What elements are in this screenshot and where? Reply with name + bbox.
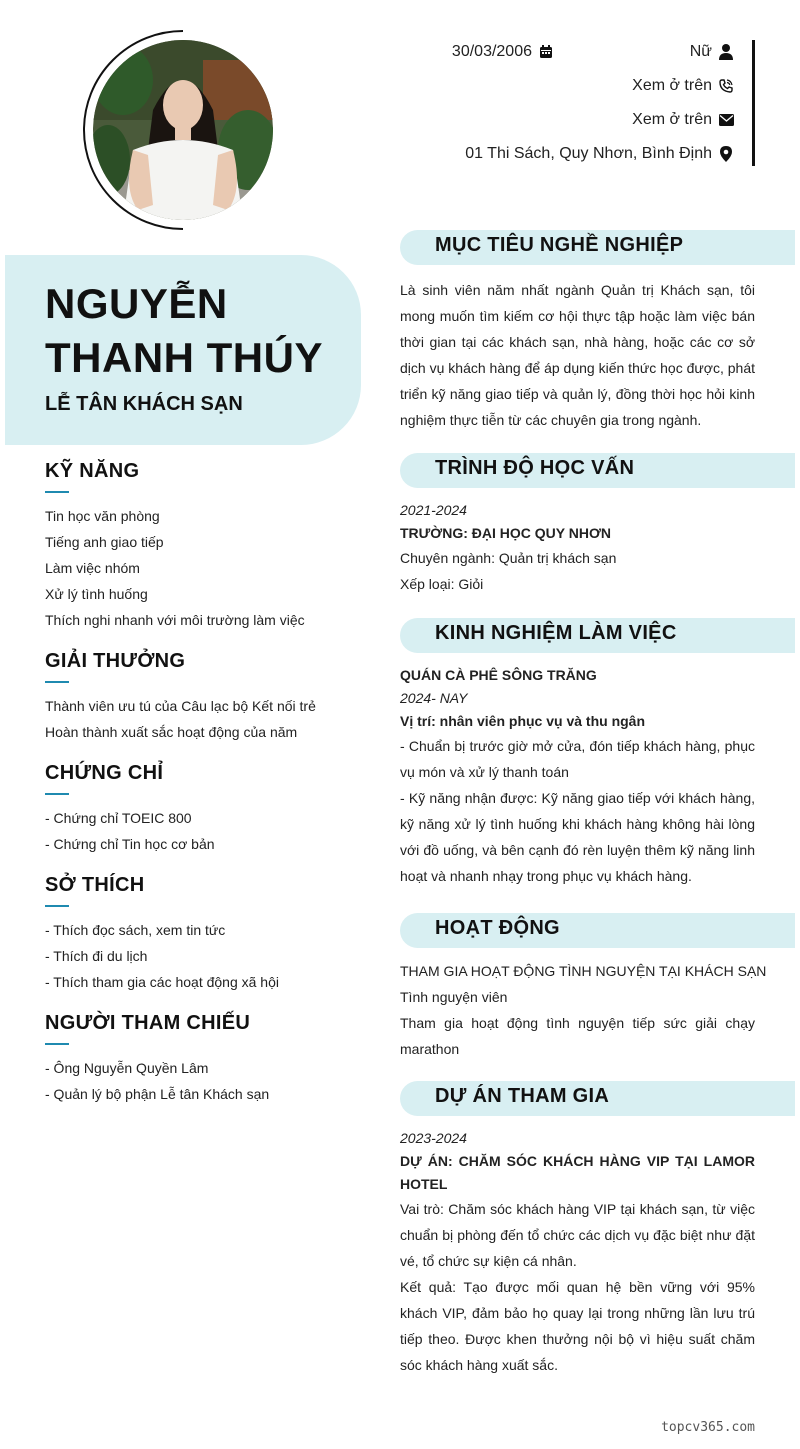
section-underline xyxy=(45,905,69,907)
projects-body xyxy=(400,1127,755,1378)
activity-desc: Tham gia hoạt động tình nguyện tiếp sức giải chạy marathon xyxy=(400,1015,755,1057)
certificates-heading: CHỨNG CHỈ xyxy=(45,762,164,784)
experience-skills: - Kỹ năng nhận được: Kỹ năng giao tiếp với khách hàng, kỹ năng xử lý tình huống khi khách hàng không hài lòng với đồ uống, và bên cạnh đó rèn luyện thêm kỹ năng linh hoạt và nhanh nhạy trong phục vụ khách hàng. xyxy=(400,790,755,884)
mail-icon xyxy=(718,112,734,128)
projects-header xyxy=(400,1081,795,1116)
objective-heading: MỤC TIÊU NGHỀ NGHIỆP xyxy=(435,234,684,256)
hobby-item: - Thích đọc sách, xem tin tức xyxy=(45,922,226,938)
avatar-frame xyxy=(83,30,283,230)
certificates-section xyxy=(45,762,355,857)
reference-item: - Ông Nguyễn Quyền Lâm xyxy=(45,1060,209,1076)
contact-email xyxy=(632,108,734,132)
address-value: 01 Thi Sách, Quy Nhơn, Bình Định xyxy=(465,145,712,162)
objective-header xyxy=(400,230,795,265)
activities-header xyxy=(400,913,795,948)
objective-body xyxy=(400,277,755,433)
hobbies-section xyxy=(45,874,355,995)
experience-duty: - Chuẩn bị trước giờ mở cửa, đón tiếp khách hàng, phục vụ món và xử lý thanh toán xyxy=(400,738,755,780)
name-second-line: THANH THÚY xyxy=(45,334,323,381)
reference-item: - Quản lý bộ phận Lễ tân Khách sạn xyxy=(45,1086,270,1102)
awards-heading: GIẢI THƯỞNG xyxy=(45,650,186,672)
contact-address xyxy=(465,142,734,166)
skill-item: Thích nghi nhanh với môi trường làm việc xyxy=(45,612,305,628)
experience-header xyxy=(400,618,795,653)
references-heading: NGƯỜI THAM CHIẾU xyxy=(45,1012,251,1034)
references-section xyxy=(45,1012,355,1107)
skills-heading: KỸ NĂNG xyxy=(45,460,140,482)
experience-heading: KINH NGHIỆM LÀM VIỆC xyxy=(435,622,677,644)
activities-body xyxy=(400,958,767,1062)
hobbies-heading: SỞ THÍCH xyxy=(45,874,145,896)
projects-heading: DỰ ÁN THAM GIA xyxy=(435,1085,610,1107)
skills-section xyxy=(45,460,355,633)
education-heading: TRÌNH ĐỘ HỌC VẤN xyxy=(435,457,635,479)
section-underline xyxy=(45,491,69,493)
certificate-item: - Chứng chỉ TOEIC 800 xyxy=(45,810,192,826)
awards-section xyxy=(45,650,355,745)
experience-company: QUÁN CÀ PHÊ SÔNG TRĂNG xyxy=(400,667,597,683)
person-icon xyxy=(718,44,734,60)
section-underline xyxy=(45,681,69,683)
hobby-item: - Thích đi du lịch xyxy=(45,948,148,964)
education-header xyxy=(400,453,795,488)
section-underline xyxy=(45,793,69,795)
contact-panel xyxy=(395,40,755,166)
education-body xyxy=(400,499,755,597)
phone-value: Xem ở trên xyxy=(632,77,712,94)
section-underline xyxy=(45,1043,69,1045)
watermark: topcv365.com xyxy=(661,1420,755,1435)
education-grade: Xếp loại: Giỏi xyxy=(400,576,484,592)
gender-value: Nữ xyxy=(689,43,712,60)
avatar xyxy=(93,40,273,220)
certificate-item: - Chứng chỉ Tin học cơ bản xyxy=(45,836,215,852)
contact-phone xyxy=(632,74,734,98)
skill-item: Làm việc nhóm xyxy=(45,560,140,576)
experience-body xyxy=(400,664,755,889)
email-value: Xem ở trên xyxy=(632,111,712,128)
skill-item: Xử lý tình huống xyxy=(45,586,148,602)
award-item: Thành viên ưu tú của Câu lạc bộ Kết nối trẻ xyxy=(45,698,316,714)
hobby-item: - Thích tham gia các hoạt động xã hội xyxy=(45,974,279,990)
skill-item: Tin học văn phòng xyxy=(45,508,160,524)
objective-text: Là sinh viên năm nhất ngành Quản trị Khách sạn, tôi mong muốn tìm kiếm cơ hội thực tập hoặc làm việc bán thời gian tại các khách sạn, nhà hàng, hoặc các cơ sở dịch vụ khách hàng để áp dụng kiến thức học được, phát triển kỹ năng giao tiếp và quản lý, đồng thời học hỏi kinh nghiệm thực tiễn từ các chuyên gia trong ngành. xyxy=(400,282,755,428)
project-result: Kết quả: Tạo được mối quan hệ bền vững với 95% khách VIP, đảm bảo họ quay lại trong những lần lưu trú tiếp theo. Được khen thưởng nội bộ vì hiệu suất chăm sóc khách hàng xuất sắc. xyxy=(400,1279,755,1373)
activities-heading: HOẠT ĐỘNG xyxy=(435,917,560,939)
name-block xyxy=(5,255,361,445)
education-school: TRƯỜNG: ĐẠI HỌC QUY NHƠN xyxy=(400,525,612,541)
job-title: LỄ TÂN KHÁCH SẠN xyxy=(45,393,243,415)
activity-role: Tình nguyện viên xyxy=(400,989,508,1005)
experience-position: Vị trí: nhân viên phục vụ và thu ngân xyxy=(400,713,646,729)
education-major: Chuyên ngành: Quản trị khách sạn xyxy=(400,550,617,566)
project-name: DỰ ÁN: CHĂM SÓC KHÁCH HÀNG VIP TẠI LAMOR HOTEL xyxy=(400,1153,755,1192)
award-item: Hoàn thành xuất sắc hoạt động của năm xyxy=(45,724,298,740)
project-period: 2023-2024 xyxy=(400,1130,467,1146)
location-icon xyxy=(718,146,734,162)
experience-period: 2024- NAY xyxy=(400,690,468,706)
phone-icon xyxy=(718,78,734,94)
contact-dob xyxy=(452,40,554,64)
contact-gender xyxy=(690,40,734,64)
name-first-line: NGUYỄN xyxy=(45,280,228,327)
project-role: Vai trò: Chăm sóc khách hàng VIP tại khách sạn, từ việc chuẩn bị phòng đến tổ chức các dịch vụ đặc biệt như đặt vé, tổ chức sự kiện cá nhân. xyxy=(400,1201,755,1269)
skill-item: Tiếng anh giao tiếp xyxy=(45,534,164,550)
education-period: 2021-2024 xyxy=(400,502,467,518)
calendar-icon xyxy=(538,44,554,60)
dob-value: 30/03/2006 xyxy=(451,43,532,60)
activity-name: THAM GIA HOẠT ĐỘNG TÌNH NGUYỆN TẠI KHÁCH SẠN xyxy=(400,963,767,979)
